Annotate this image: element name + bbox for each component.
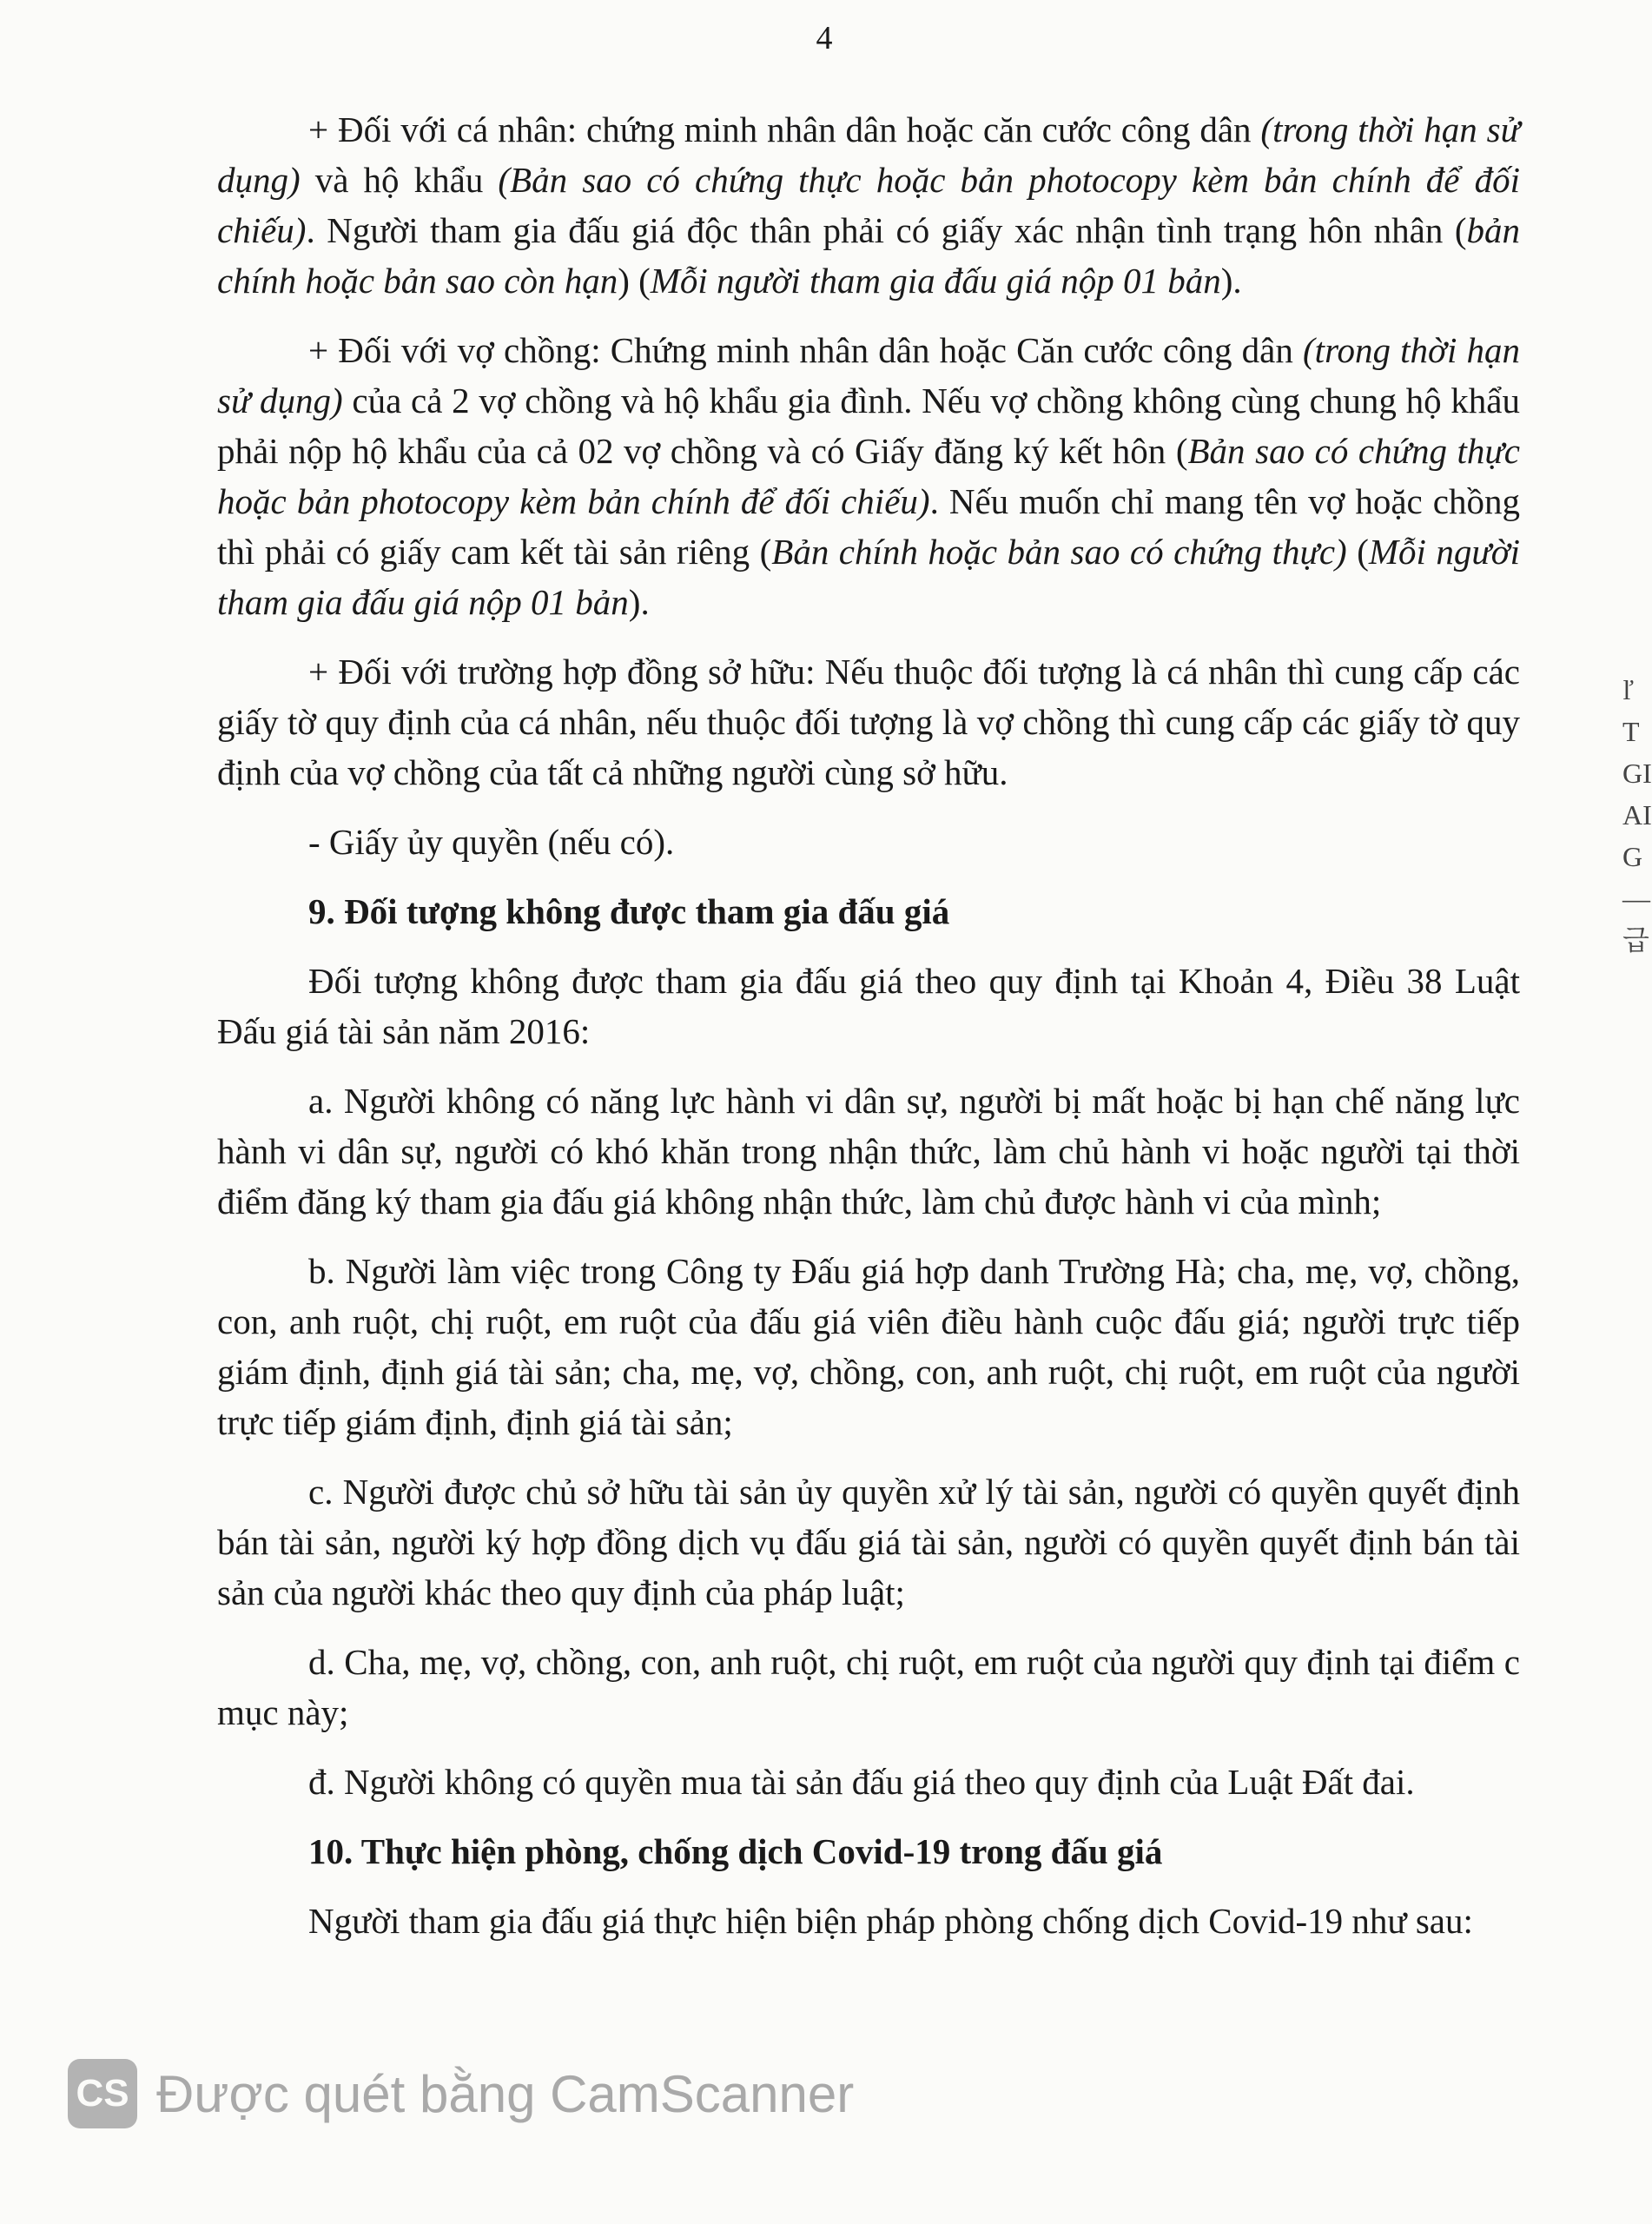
document-body — [217, 104, 1520, 1965]
paragraph — [217, 1896, 1520, 1946]
text-segment: . Người tham gia đấu giá độc thân phải có giấy xác nhận tình trạng hôn nhân ( — [306, 210, 1467, 250]
side-mark: — — [1622, 883, 1650, 914]
paragraph — [217, 1757, 1520, 1807]
text-segment: ( — [1346, 532, 1369, 572]
text-segment: + Đối với trường hợp đồng sở hữu: Nếu thuộc đối tượng là cá nhân thì cung cấp các giấy tờ quy định của cá nhân, nếu thuộc đối tượng là vợ chồng thì cung cấp các giấy tờ quy định của vợ chồng của tất cả những người cùng sở hữu. — [217, 652, 1520, 792]
text-segment: + Đối với vợ chồng: Chứng minh nhân dân hoặc Căn cước công dân — [308, 330, 1304, 370]
italic-segment: (trong thời hạn sử dụng) — [217, 330, 1520, 420]
paragraph — [217, 1076, 1520, 1227]
watermark-text: Được quét bằng CamScanner — [156, 2064, 855, 2123]
text-segment: ). — [1220, 261, 1242, 301]
text-segment: a. Người không có năng lực hành vi dân sự, người bị mất hoặc bị hạn chế năng lực hành vi dân sự, người có khó khăn trong nhận thức, làm chủ hành vi hoặc người tại thời điểm đăng ký tham gia đấu giá không nhận thức, làm chủ được hành vi của mình; — [217, 1081, 1520, 1221]
side-mark: GI — [1622, 758, 1652, 789]
text-segment: Đối tượng không được tham gia đấu giá theo quy định tại Khoản 4, Điều 38 Luật Đấu giá tài sản năm 2016: — [217, 961, 1520, 1051]
italic-segment: Bản sao có chứng thực hoặc bản photocopy kèm bản chính để đối chiếu) — [217, 431, 1520, 521]
paragraph — [217, 1637, 1520, 1738]
text-segment: d. Cha, mẹ, vợ, chồng, con, anh ruột, chị ruột, em ruột của người quy định tại điểm c mục này; — [217, 1642, 1520, 1732]
italic-segment: bản chính hoặc bản sao còn hạn — [217, 210, 1520, 301]
side-mark: G — [1622, 841, 1643, 872]
paragraph — [217, 325, 1520, 627]
section-heading — [217, 1826, 1520, 1876]
side-mark: AI — [1622, 799, 1652, 831]
section-heading — [217, 886, 1520, 937]
text-segment: + Đối với cá nhân: chứng minh nhân dân hoặc căn cước công dân — [308, 109, 1261, 149]
text-segment: đ. Người không có quyền mua tài sản đấu giá theo quy định của Luật Đất đai. — [308, 1762, 1415, 1802]
italic-segment: Bản chính hoặc bản sao có chứng thực) — [771, 532, 1347, 572]
paragraph — [217, 1246, 1520, 1447]
text-segment: 9. Đối tượng không được tham gia đấu giá — [308, 891, 950, 931]
text-segment: c. Người được chủ sở hữu tài sản ủy quyền xử lý tài sản, người có quyền quyết định bán tài sản, người ký hợp đồng dịch vụ đấu giá tài sản, người có quyền quyết định bán tài sản của người khác theo quy định của pháp luật; — [217, 1472, 1520, 1612]
page-number: 4 — [816, 20, 833, 56]
paragraph — [217, 646, 1520, 798]
paragraph — [217, 817, 1520, 867]
text-segment: Người tham gia đấu giá thực hiện biện pháp phòng chống dịch Covid-19 như sau: — [308, 1901, 1473, 1941]
italic-segment: (Bản sao có chứng thực hoặc bản photocopy kèm bản chính để đối chiếu) — [217, 160, 1520, 250]
text-segment: . Nếu muốn chỉ mang tên vợ hoặc chồng thì phải có giấy cam kết tài sản riêng ( — [217, 481, 1520, 572]
text-segment: ) ( — [618, 261, 651, 301]
paragraph — [217, 1466, 1520, 1618]
camscanner-logo-icon: CS — [68, 2059, 137, 2128]
text-segment: 10. Thực hiện phòng, chống dịch Covid-19 trong đấu giá — [308, 1831, 1163, 1871]
italic-segment: Mỗi người tham gia đấu giá nộp 01 bản — [217, 532, 1520, 622]
side-mark: ľ — [1622, 674, 1634, 705]
side-mark: T — [1622, 716, 1640, 747]
text-segment: ). — [628, 582, 650, 622]
camscanner-watermark — [68, 2055, 854, 2133]
side-mark: 급 — [1622, 924, 1649, 956]
text-segment: b. Người làm việc trong Công ty Đấu giá hợp danh Trường Hà; cha, mẹ, vợ, chồng, con, anh ruột, chị ruột, em ruột của đấu giá viên điều hành cuộc đấu giá; người trực tiếp giám định, định giá tài sản; cha, mẹ, vợ, chồng, con, anh ruột, chị ruột, em ruột của người trực tiếp giám định, định giá tài sản; — [217, 1251, 1520, 1442]
paragraph — [217, 956, 1520, 1056]
italic-segment: (trong thời hạn sử dụng) — [217, 109, 1520, 200]
text-segment: và hộ khẩu — [300, 160, 499, 200]
text-segment: của cả 2 vợ chồng và hộ khẩu gia đình. Nếu vợ chồng không cùng chung hộ khẩu phải nộp hộ khẩu của cả 02 vợ chồng và có Giấy đăng ký kết hôn ( — [217, 381, 1520, 471]
text-segment: - Giấy ủy quyền (nếu có). — [308, 822, 675, 862]
italic-segment: Mỗi người tham gia đấu giá nộp 01 bản — [650, 261, 1221, 301]
adjacent-page-edge-marks — [1622, 669, 1652, 961]
paragraph — [217, 104, 1520, 306]
